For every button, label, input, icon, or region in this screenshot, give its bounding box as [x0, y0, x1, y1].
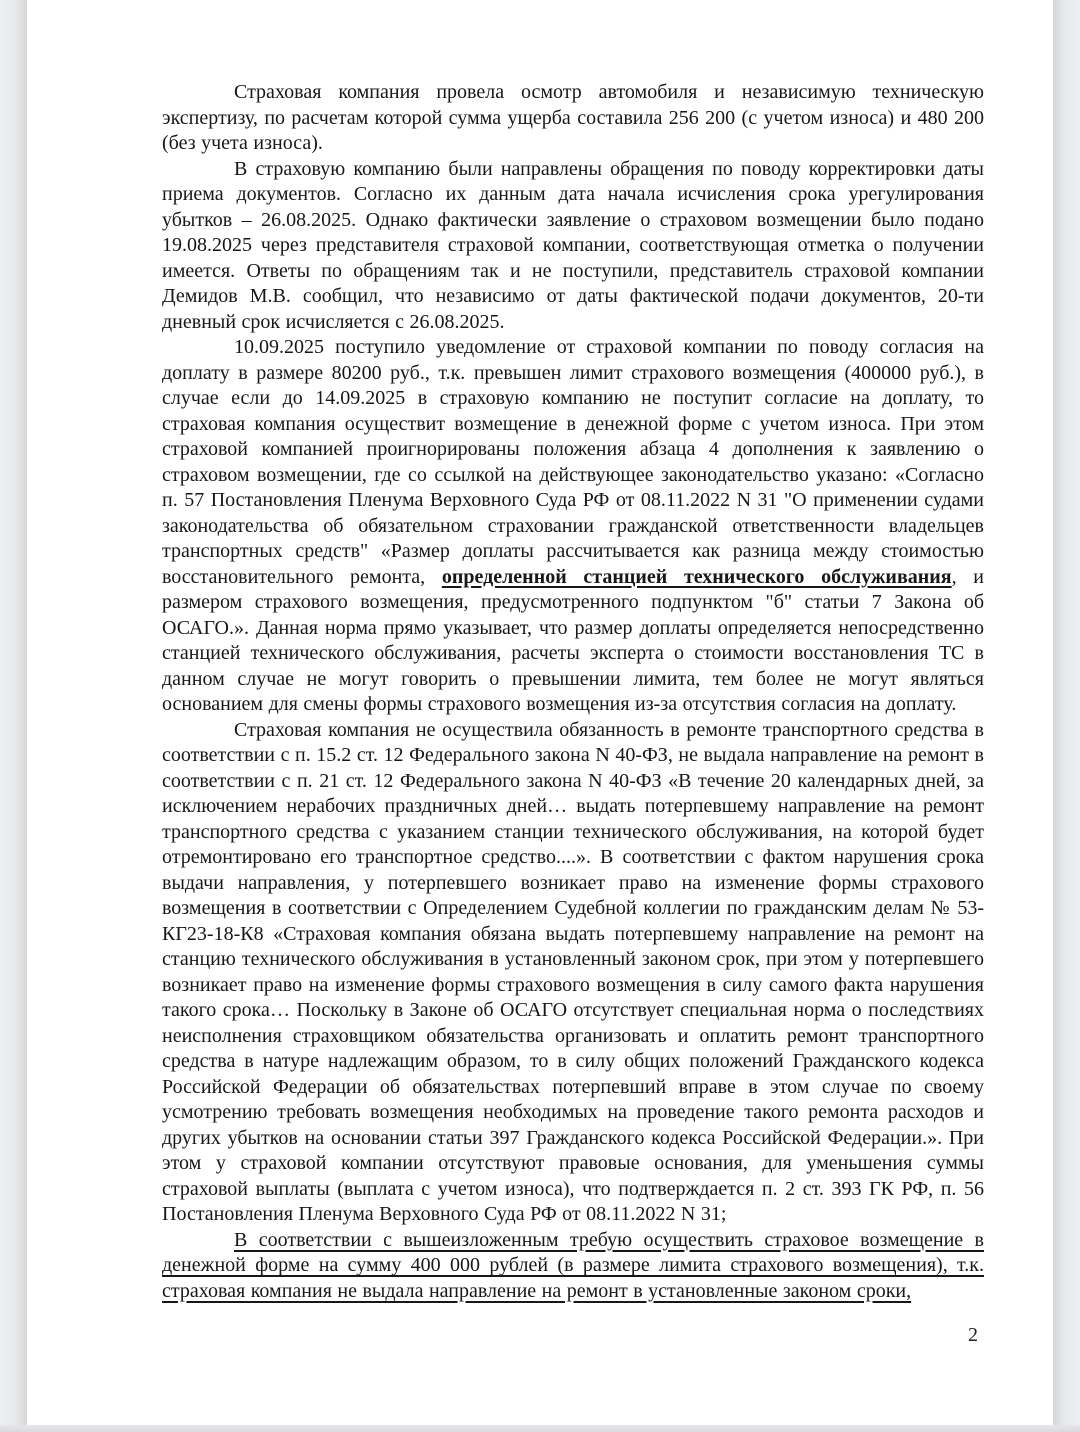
page-number: 2 [968, 1324, 978, 1346]
text-run: Страховая компания провела осмотр автомобиля и независимую техническую экспертизу, по расчетам которой сумма ущерба составила 256 200 (с учетом износа) и 480 200 (без учета износа). [162, 81, 984, 154]
text-run: , и размером страхового возмещения, предусмотренного подпунктом "б" статьи 7 Закона об ОСАГО.». Данная норма прямо указывает, что размер доплаты определяется непосредственно станцией технического обслуживания, расчеты эксперта о стоимости восстановления ТС в данном случае не могут говорить о превышении лимита, тем более не могут являться основанием для смены формы страхового возмещения из-за отсутствия согласия на доплату. [162, 565, 984, 715]
viewer-right-margin [1053, 0, 1080, 1432]
viewer-bottom-margin [0, 1425, 1080, 1432]
text-run: В страховую компанию были направлены обращения по поводу корректировки даты приема документов. Согласно их данным дата начала исчисления срока урегулирования убытков – 26.08.2025. Однако фактически заявление о страховом возмещении было подано 19.08.2025 через представителя страховой компании, соответствующая отметка о получении имеется. Ответы по обращениям так и не поступили, представитель страховой компании Демидов М.В. сообщил, что независимо от даты фактической подачи документов, 20-ти дневный срок исчисляется с 26.08.2025. [162, 157, 984, 333]
viewer-left-margin [0, 0, 27, 1432]
text-run: определенной станцией технического обслуживания [441, 565, 952, 588]
paragraph [162, 335, 984, 718]
paragraph [162, 80, 984, 157]
paragraph [162, 718, 984, 1228]
paragraph [162, 1228, 984, 1305]
text-run: Страховая компания не осуществила обязанность в ремонте транспортного средства в соответствии с п. 15.2 ст. 12 Федерального закона N 40-ФЗ, не выдала направление на ремонт в соответствии с п. 21 ст. 12 Федерального закона N 40-ФЗ «В течение 20 календарных дней, за исключением нерабочих праздничных дней… выдать потерпевшему направление на ремонт транспортного средства с указанием станции технического обслуживания, на которой будет отремонтировано его транспортное средство....». В соответствии с фактом нарушения срока выдачи направления, у потерпевшего возникает право на изменение формы страхового возмещения в соответствии с Определением Судебной коллегии по гражданским делам № 53-КГ23-18-К8 «Страховая компания обязана выдать потерпевшему направление на ремонт на станцию технического обслуживания в установленный законом срок, при этом у потерпевшего возникает право на изменение формы страхового возмещения в силу самого факта нарушения такого срока… Поскольку в Законе об ОСАГО отсутствует специальная норма о последствиях неисполнения страховщиком обязательства организовать и оплатить ремонт транспортного средства в натуре надлежащим образом, то в силу общих положений Гражданского кодекса Российской Федерации об обязательствах потерпевший вправе в этом случае по своему усмотрению требовать возмещения необходимых на проведение такого ремонта расходов и других убытков на основании статьи 397 Гражданского кодекса Российской Федерации.». При этом у страховой компании отсутствуют правовые основания, для уменьшения суммы страховой выплаты (выплата с учетом износа), что подтверждается п. 2 ст. 393 ГК РФ, п. 56 Постановления Пленума Верховного Суда РФ от 08.11.2022 N 31; [162, 718, 984, 1225]
paragraph [162, 157, 984, 336]
document-page [27, 0, 1053, 1432]
document-body [162, 80, 984, 1304]
text-run: 10.09.2025 поступило уведомление от страховой компании по поводу согласия на доплату в размере 80200 руб., т.к. превышен лимит страхового возмещения (400000 руб.), в случае если до 14.09.2025 в страховую компанию не поступит согласие на доплату, то страховая компания осуществит возмещение в денежной форме с учетом износа. При этом страховой компанией проигнорированы положения абзаца 4 дополнения к заявлению о страховом возмещении, где со ссылкой на действующее законодательство указано: «Согласно п. 57 Постановления Пленума Верховного Суда РФ от 08.11.2022 N 31 "О применении судами законодательства об обязательном страховании гражданской ответственности владельцев транспортных средств" «Размер доплаты рассчитывается как разница между стоимостью восстановительного ремонта, [162, 336, 984, 588]
text-run: В соответствии с вышеизложенным требую осуществить страховое возмещение в денежной форме на сумму 400 000 рублей (в размере лимита страхового возмещения), т.к. страховая компания не выдала направление на ремонт в установленные законом сроки, [162, 1228, 984, 1302]
